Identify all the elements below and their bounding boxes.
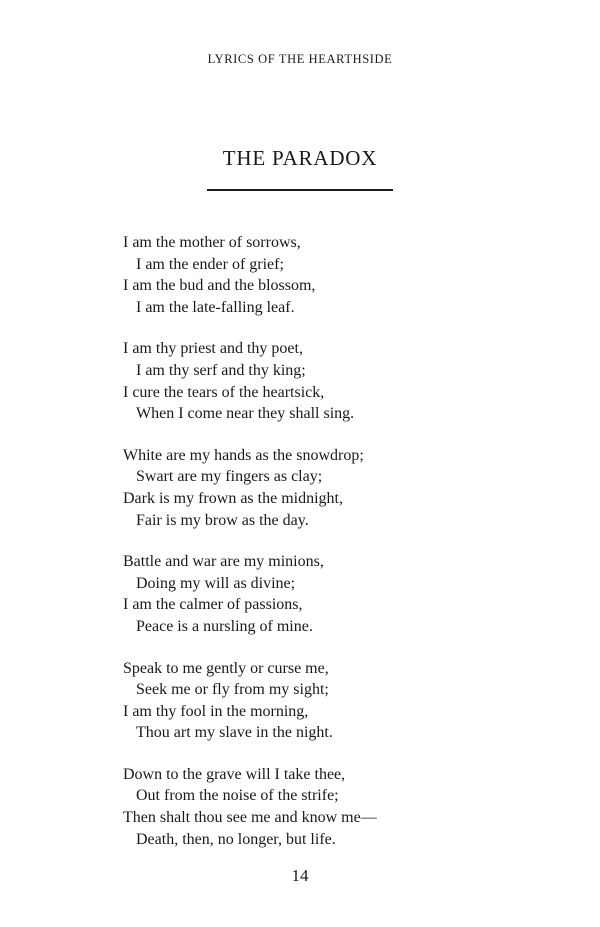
poem-line: I am the bud and the blossom,: [123, 277, 316, 295]
poem-line: Peace is a nursling of mine.: [136, 617, 313, 635]
poem-line: When I come near they shall sing.: [136, 405, 355, 423]
stanza-2: [123, 338, 543, 424]
stanza-3: [123, 445, 543, 531]
poem-line: White are my hands as the snowdrop;: [123, 446, 364, 464]
poem-line: I cure the tears of the heartsick,: [123, 383, 325, 401]
poem-body: [123, 232, 543, 870]
poem-line: Speak to me gently or curse me,: [123, 659, 329, 677]
poem-title: THE PARADOX: [222, 146, 378, 170]
poem-line: I am thy priest and thy poet,: [123, 340, 303, 358]
stanza-4: [123, 551, 543, 637]
running-head: LYRICS OF THE HEARTHSIDE: [207, 52, 393, 66]
poem-line: Thou art my slave in the night.: [136, 724, 333, 742]
page-number: 14: [291, 866, 309, 885]
poem-line: Dark is my frown as the midnight,: [123, 489, 343, 507]
poem-line: Death, then, no longer, but life.: [136, 830, 336, 848]
poem-line: I am the ender of grief;: [136, 255, 284, 273]
poem-line: Seek me or fly from my sight;: [136, 681, 329, 699]
title-rule: [207, 189, 393, 191]
poem-line: Then shalt thou see me and know me—: [123, 809, 377, 827]
poem-line: I am the late-falling leaf.: [136, 298, 295, 316]
poem-line: Fair is my brow as the day.: [136, 511, 309, 529]
poem-line: I am the calmer of passions,: [123, 596, 303, 614]
poem-line: Out from the noise of the strife;: [136, 787, 339, 805]
poem-line: I am thy fool in the morning,: [123, 702, 309, 720]
poem-line: Battle and war are my minions,: [123, 553, 324, 571]
poem-line: Doing my will as divine;: [136, 574, 296, 592]
poem-line: I am thy serf and thy king;: [136, 361, 306, 379]
poem-line: I am the mother of sorrows,: [123, 234, 301, 251]
poem-line: Swart are my fingers as clay;: [136, 468, 323, 486]
stanza-6: [123, 764, 543, 850]
stanza-5: [123, 658, 543, 744]
poem-line: Down to the grave will I take thee,: [123, 765, 346, 783]
stanza-1: [123, 232, 543, 318]
